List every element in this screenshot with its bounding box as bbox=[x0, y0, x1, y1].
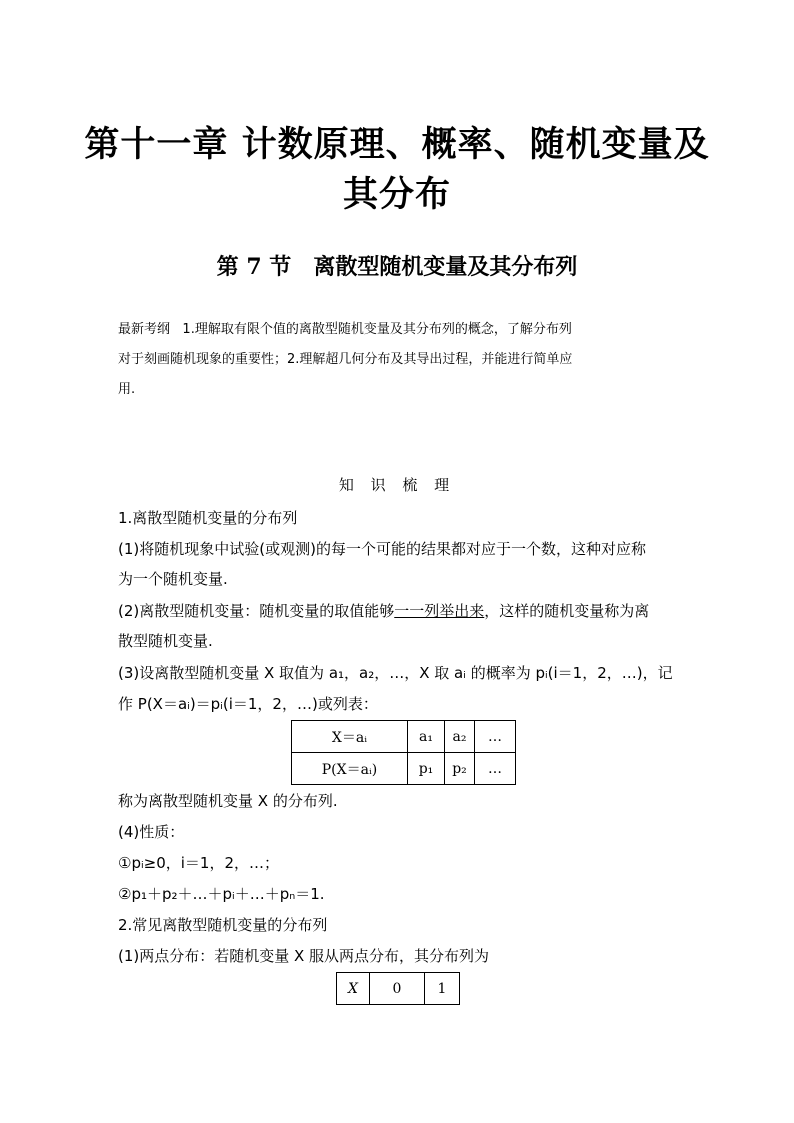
s1-p1-line1: (1)将随机现象中试验(或观测)的每一个可能的结果都对应于一个数，这种对应称 bbox=[118, 540, 646, 558]
outline-label: 最新考纲 bbox=[118, 322, 171, 337]
outline-line2: 对于刻画随机现象的重要性；2.理解超几何分布及其导出过程，并能进行简单应 bbox=[118, 352, 573, 367]
s1-p2-line2: 散型随机变量. bbox=[118, 632, 213, 650]
s1-prop1: ①pᵢ≥0，i＝1，2，…； bbox=[118, 854, 280, 872]
table-cell: 0 bbox=[370, 973, 425, 1005]
table-cell: a₁ bbox=[408, 721, 445, 753]
table-row bbox=[292, 721, 516, 753]
table-row bbox=[337, 973, 460, 1005]
table-cell: p₂ bbox=[445, 753, 475, 785]
table-cell: 1 bbox=[425, 973, 460, 1005]
section2-heading: 2.常见离散型随机变量的分布列 bbox=[118, 916, 328, 934]
table-cell: a₂ bbox=[445, 721, 475, 753]
knowledge-heading: 知 识 梳 理 bbox=[338, 476, 456, 494]
table-cell: X＝aᵢ bbox=[292, 721, 408, 753]
s1-prop2: ②p₁＋p₂＋…＋pᵢ＋…＋pₙ＝1. bbox=[118, 885, 325, 903]
distribution-table bbox=[291, 720, 516, 785]
table-cell: X bbox=[337, 973, 370, 1005]
chapter-title-line2: 其分布 bbox=[342, 174, 451, 215]
s2-p1: (1)两点分布：若随机变量 X 服从两点分布，其分布列为 bbox=[118, 947, 490, 965]
s1-p3-line1: (3)设离散型随机变量 X 取值为 a₁，a₂，…，X 取 aᵢ 的概率为 pᵢ(i＝1，2，…)，记 bbox=[118, 664, 673, 682]
table-cell: … bbox=[475, 753, 516, 785]
outline-line3: 用. bbox=[118, 382, 136, 397]
underlined-answer: 一一列举出来 bbox=[394, 602, 485, 620]
table-cell: … bbox=[475, 721, 516, 753]
table-row bbox=[292, 753, 516, 785]
s1-p1-line2: 为一个随机变量. bbox=[118, 570, 228, 588]
section-number: 第 7 节 bbox=[216, 254, 292, 280]
outline-line1: 最新考纲 1.理解取有限个值的离散型随机变量及其分布列的概念，了解分布列 bbox=[118, 322, 572, 337]
s1-p4: (4)性质： bbox=[118, 823, 185, 841]
chapter-title-line1: 第十一章 计数原理、概率、随机变量及 bbox=[84, 124, 710, 165]
s1-p3-line2: 作 P(X＝aᵢ)＝pᵢ(i＝1，2，…)或列表： bbox=[118, 695, 378, 713]
two-point-table bbox=[336, 972, 460, 1005]
section-name: 离散型随机变量及其分布列 bbox=[313, 254, 578, 280]
section1-heading: 1.离散型随机变量的分布列 bbox=[118, 509, 298, 527]
section-title bbox=[0, 251, 794, 283]
table-cell: p₁ bbox=[408, 753, 445, 785]
s1-after-table: 称为离散型随机变量 X 的分布列. bbox=[118, 792, 338, 810]
table-cell: P(X＝aᵢ) bbox=[292, 753, 408, 785]
s1-p2-line1: (2)离散型随机变量：随机变量的取值能够一一列举出来，这样的随机变量称为离 bbox=[118, 602, 650, 620]
